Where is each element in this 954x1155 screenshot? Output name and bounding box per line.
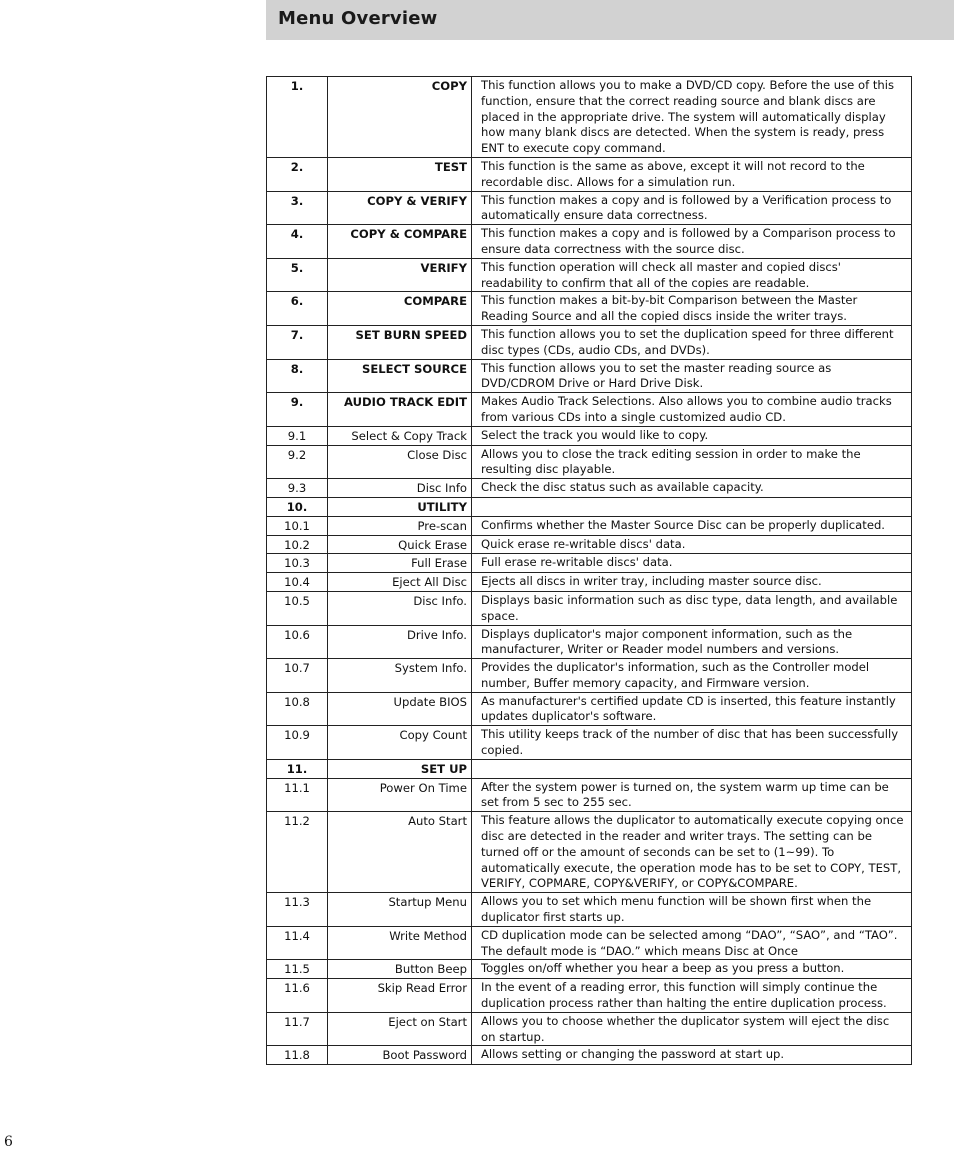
menu-table-body xyxy=(267,77,912,1065)
menu-item-number: 11.3 xyxy=(267,893,328,927)
menu-item-description: Confirms whether the Master Source Disc can be properly duplicated. xyxy=(472,516,912,535)
menu-row xyxy=(267,979,912,1013)
menu-item-number: 10.3 xyxy=(267,554,328,573)
menu-row xyxy=(267,77,912,158)
menu-item-number: 11.5 xyxy=(267,960,328,979)
menu-item-name: Startup Menu xyxy=(328,893,472,927)
menu-row xyxy=(267,445,912,479)
menu-row xyxy=(267,479,912,498)
menu-item-description: Allows you to close the track editing session in order to make the resulting disc playable. xyxy=(472,445,912,479)
menu-item-description: Allows you to set which menu function will be shown first when the duplicator first starts up. xyxy=(472,893,912,927)
menu-item-name: System Info. xyxy=(328,659,472,693)
menu-item-name: Skip Read Error xyxy=(328,979,472,1013)
menu-item-number: 10.6 xyxy=(267,625,328,659)
menu-row xyxy=(267,393,912,427)
menu-row xyxy=(267,960,912,979)
menu-item-number: 10. xyxy=(267,497,328,516)
menu-item-description: This function allows you to set the duplication speed for three different disc types (CDs, audio CDs, and DVDs). xyxy=(472,325,912,359)
menu-item-description: This utility keeps track of the number of disc that has been successfully copied. xyxy=(472,726,912,760)
menu-item-description: This function is the same as above, except it will not record to the recordable disc. Allows for a simulation run. xyxy=(472,157,912,191)
menu-item-name: COPY & COMPARE xyxy=(328,225,472,259)
menu-item-number: 10.9 xyxy=(267,726,328,760)
menu-item-name: Button Beep xyxy=(328,960,472,979)
menu-item-description: Full erase re-writable discs' data. xyxy=(472,554,912,573)
menu-row xyxy=(267,497,912,516)
menu-item-number: 11.1 xyxy=(267,778,328,812)
menu-row xyxy=(267,625,912,659)
menu-item-number: 3. xyxy=(267,191,328,225)
menu-row xyxy=(267,778,912,812)
menu-item-number: 10.8 xyxy=(267,692,328,726)
menu-item-number: 6. xyxy=(267,292,328,326)
menu-item-description: Select the track you would like to copy. xyxy=(472,426,912,445)
menu-item-description: Displays basic information such as disc type, data length, and available space. xyxy=(472,591,912,625)
menu-item-description: Displays duplicator's major component information, such as the manufacturer, Writer or Reader model numbers and versions. xyxy=(472,625,912,659)
menu-overview-table xyxy=(266,76,912,1065)
menu-item-name: TEST xyxy=(328,157,472,191)
menu-item-number: 5. xyxy=(267,258,328,292)
menu-item-description: This function operation will check all master and copied discs' readability to confirm that all of the copies are readable. xyxy=(472,258,912,292)
menu-item-name: Select & Copy Track xyxy=(328,426,472,445)
menu-item-number: 4. xyxy=(267,225,328,259)
page-number: 6 xyxy=(4,1134,13,1150)
menu-row xyxy=(267,292,912,326)
menu-item-description: CD duplication mode can be selected among “DAO”, “SAO”, and “TAO”. The default mode is “DAO.” which means Disc at Once xyxy=(472,926,912,960)
menu-row xyxy=(267,893,912,927)
menu-row xyxy=(267,1012,912,1046)
menu-item-number: 11.7 xyxy=(267,1012,328,1046)
menu-row xyxy=(267,726,912,760)
menu-item-name: Drive Info. xyxy=(328,625,472,659)
menu-item-description: This function allows you to set the master reading source as DVD/CDROM Drive or Hard Drive Disk. xyxy=(472,359,912,393)
menu-row xyxy=(267,258,912,292)
menu-item-name: Auto Start xyxy=(328,812,472,893)
menu-row xyxy=(267,516,912,535)
menu-item-description: Provides the duplicator's information, such as the Controller model number, Buffer memory capacity, and Firmware version. xyxy=(472,659,912,693)
menu-item-description: After the system power is turned on, the system warm up time can be set from 5 sec to 255 sec. xyxy=(472,778,912,812)
menu-item-description: This function makes a copy and is followed by a Comparison process to ensure data correctness with the source disc. xyxy=(472,225,912,259)
menu-item-description: This function makes a copy and is followed by a Verification process to automatically ensure data correctness. xyxy=(472,191,912,225)
menu-row xyxy=(267,157,912,191)
menu-item-description: Toggles on/off whether you hear a beep as you press a button. xyxy=(472,960,912,979)
menu-row xyxy=(267,812,912,893)
menu-row xyxy=(267,926,912,960)
menu-item-name: Write Method xyxy=(328,926,472,960)
menu-item-name: SELECT SOURCE xyxy=(328,359,472,393)
menu-item-description: Check the disc status such as available capacity. xyxy=(472,479,912,498)
menu-row xyxy=(267,359,912,393)
menu-item-description: Makes Audio Track Selections. Also allows you to combine audio tracks from various CDs into a single customized audio CD. xyxy=(472,393,912,427)
menu-item-description: Allows you to choose whether the duplicator system will eject the disc on startup. xyxy=(472,1012,912,1046)
menu-item-number: 9.2 xyxy=(267,445,328,479)
menu-item-description xyxy=(472,759,912,778)
menu-item-number: 10.5 xyxy=(267,591,328,625)
menu-item-name: Full Erase xyxy=(328,554,472,573)
menu-item-description: Ejects all discs in writer tray, including master source disc. xyxy=(472,573,912,592)
menu-row xyxy=(267,659,912,693)
menu-item-name: VERIFY xyxy=(328,258,472,292)
menu-item-number: 11.2 xyxy=(267,812,328,893)
menu-item-number: 2. xyxy=(267,157,328,191)
menu-item-number: 9. xyxy=(267,393,328,427)
menu-item-name: Copy Count xyxy=(328,726,472,760)
menu-item-number: 11. xyxy=(267,759,328,778)
menu-item-name: Boot Password xyxy=(328,1046,472,1065)
menu-row xyxy=(267,554,912,573)
menu-row xyxy=(267,573,912,592)
menu-row xyxy=(267,535,912,554)
menu-item-description xyxy=(472,497,912,516)
menu-item-description: In the event of a reading error, this function will simply continue the duplication process rather than halting the entire duplication process. xyxy=(472,979,912,1013)
menu-row xyxy=(267,1046,912,1065)
menu-item-name: SET UP xyxy=(328,759,472,778)
menu-item-name: Quick Erase xyxy=(328,535,472,554)
section-header-bar xyxy=(266,0,954,40)
menu-item-name: COPY & VERIFY xyxy=(328,191,472,225)
menu-item-number: 9.3 xyxy=(267,479,328,498)
menu-item-description: Quick erase re-writable discs' data. xyxy=(472,535,912,554)
menu-item-number: 10.1 xyxy=(267,516,328,535)
menu-item-name: Update BIOS xyxy=(328,692,472,726)
menu-item-number: 11.4 xyxy=(267,926,328,960)
menu-item-name: UTILITY xyxy=(328,497,472,516)
menu-row xyxy=(267,225,912,259)
menu-row xyxy=(267,426,912,445)
menu-item-number: 7. xyxy=(267,325,328,359)
menu-row xyxy=(267,591,912,625)
menu-item-description: This function allows you to make a DVD/CD copy. Before the use of this function, ensure that the correct reading source and blank discs are placed in the appropriate drive. The system will automatically display how many blank discs are detected. When the system is ready, press ENT to execute copy command. xyxy=(472,77,912,158)
menu-row xyxy=(267,759,912,778)
menu-item-name: AUDIO TRACK EDIT xyxy=(328,393,472,427)
menu-item-name: Power On Time xyxy=(328,778,472,812)
menu-item-name: Eject All Disc xyxy=(328,573,472,592)
menu-item-number: 8. xyxy=(267,359,328,393)
menu-item-number: 10.7 xyxy=(267,659,328,693)
menu-item-number: 9.1 xyxy=(267,426,328,445)
menu-row xyxy=(267,191,912,225)
menu-item-description: Allows setting or changing the password at start up. xyxy=(472,1046,912,1065)
menu-item-number: 1. xyxy=(267,77,328,158)
menu-item-name: COMPARE xyxy=(328,292,472,326)
page-title: Menu Overview xyxy=(278,8,438,29)
menu-item-description: This feature allows the duplicator to automatically execute copying once disc are detected in the reader and writer trays. The setting can be turned off or the amount of seconds can be set to (1~99). To automatically execute, the operation mode has to be set to COPY, TEST, VERIFY, COPMARE, COPY&VERIFY, or COPY&COMPARE. xyxy=(472,812,912,893)
menu-row xyxy=(267,325,912,359)
menu-item-number: 10.2 xyxy=(267,535,328,554)
menu-item-name: Disc Info xyxy=(328,479,472,498)
menu-row xyxy=(267,692,912,726)
menu-item-name: SET BURN SPEED xyxy=(328,325,472,359)
menu-item-name: COPY xyxy=(328,77,472,158)
menu-item-number: 11.8 xyxy=(267,1046,328,1065)
menu-item-description: This function makes a bit-by-bit Comparison between the Master Reading Source and all the copied discs inside the writer trays. xyxy=(472,292,912,326)
menu-item-number: 10.4 xyxy=(267,573,328,592)
menu-item-number: 11.6 xyxy=(267,979,328,1013)
menu-item-name: Disc Info. xyxy=(328,591,472,625)
menu-item-name: Eject on Start xyxy=(328,1012,472,1046)
menu-item-description: As manufacturer's certified update CD is inserted, this feature instantly updates duplicator's software. xyxy=(472,692,912,726)
menu-item-name: Pre-scan xyxy=(328,516,472,535)
menu-item-name: Close Disc xyxy=(328,445,472,479)
